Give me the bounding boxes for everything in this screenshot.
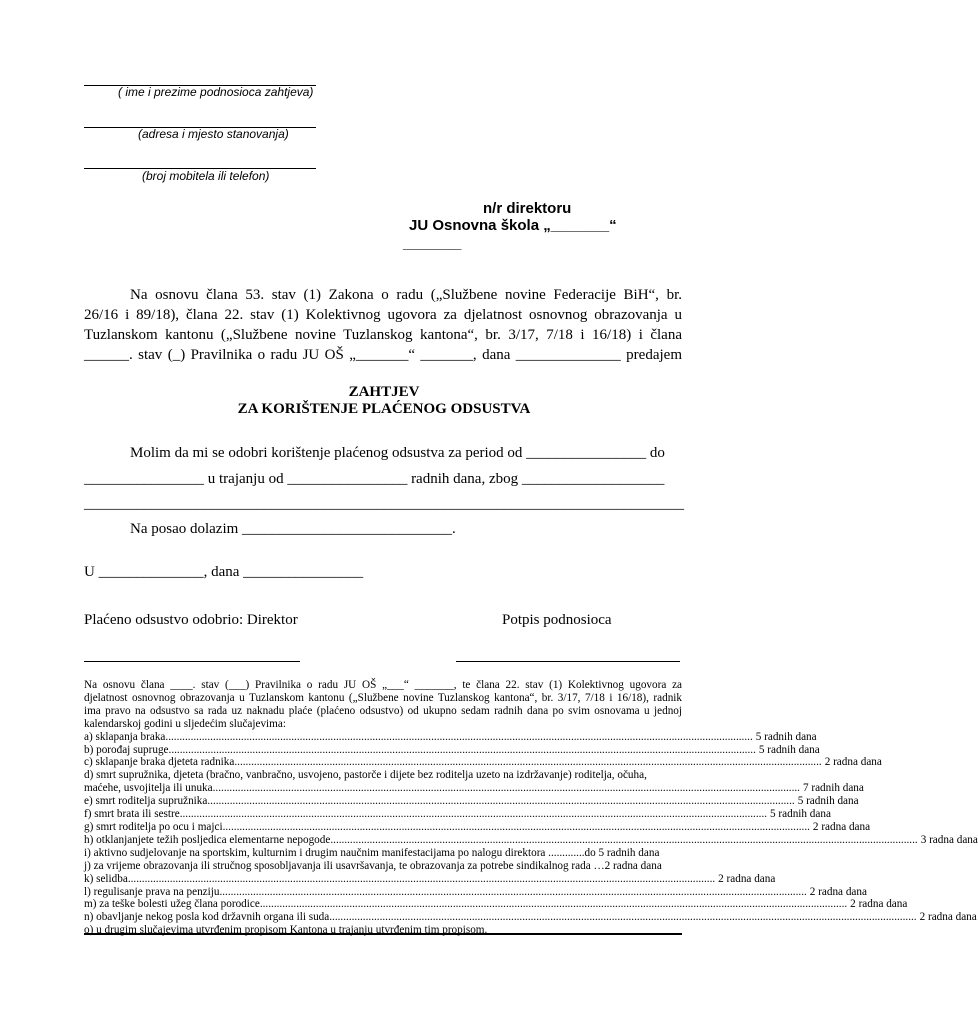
intro-line: ______. stav (_) Pravilnika o radu JU OŠ „_______“ _______, dana ______________ predajem (84, 347, 682, 363)
recipient-line1: n/r direktoru (483, 200, 572, 217)
list-item (84, 782, 864, 795)
item-label: f) smrt brata ili sestre (84, 808, 180, 821)
list-item (84, 898, 908, 911)
list-item (84, 795, 859, 808)
leader-dots: .................................................................................................................................................................................................................. (222, 820, 810, 833)
item-label: n) obavljanje nekog posla kod državnih organa ili suda (84, 911, 330, 924)
item-value: 7 radnih dana (802, 782, 864, 795)
list-item: i) aktivno sudjelovanje na sportskim, kulturnim i drugim naučnim manifestacijama po nalogu direktora .............do 5 radnih dana (84, 846, 660, 859)
leader-dots: .................................................................................................................................................................................................................. (127, 872, 716, 885)
item-label: h) otklanjanjete težih posljedica elementarne nepogode (84, 833, 331, 846)
intro-line: Na osnovu člana 53. stav (1) Zakona o radu („Službene novine Federacije BiH“, br. (130, 287, 682, 303)
leader-dots: .................................................................................................................................................................................................................. (168, 743, 756, 756)
recipient-line3: _______ (403, 235, 462, 252)
list-item (84, 872, 776, 886)
director-approval-label: Plaćeno odsustvo odobrio: Direktor (84, 612, 298, 628)
item-value: 2 radna dana (809, 885, 867, 898)
address-label: (adresa i mjesto stanovanja) (138, 127, 289, 141)
item-label: m) za teške bolesti užeg člana porodice (84, 898, 260, 911)
item-value: 2 radna dana (824, 756, 882, 769)
rules-intro-line: ima pravo na odsustvo sa rada uz naknadu plaće (plaćeno odsustvo) od ukupno sedam radnih dana po svim osnovama u jednoj (84, 704, 682, 717)
list-item (84, 911, 977, 924)
applicant-signature-line (456, 661, 680, 662)
list-item (84, 833, 978, 847)
bottom-divider (84, 933, 682, 935)
item-value: 5 radnih dana (797, 795, 859, 808)
item-label: c) sklapanje braka djeteta radnika (84, 756, 235, 769)
name-label: ( ime i prezime podnosioca zahtjeva) (118, 85, 314, 99)
item-label: maćehe, usvojitelja ili unuka (84, 782, 213, 795)
item-value: 2 radna dana (718, 872, 776, 885)
leader-dots: .................................................................................................................................................................................................................. (212, 782, 800, 795)
leader-dots: .................................................................................................................................................................................................................. (259, 898, 848, 911)
rules-intro-line: djelatnost osnovnog obrazovanja u Tuzlanskom kantonu („Službene novine Tuzlanskog kantona“, br. 3/17, 7/18 i 16/18), radnik (84, 691, 682, 704)
recipient-line2: JU Osnovna škola „_______“ (409, 217, 617, 234)
list-item (84, 885, 867, 899)
item-value: 2 radna dana (812, 820, 871, 833)
list-item (84, 808, 831, 821)
list-item (84, 730, 817, 744)
document-title: ZAHTJEV (348, 384, 420, 400)
list-item: j) za vrijeme obrazovanja ili stručnog sposobljavanja ili usavršavanja, te obrazovanja za potrebe sindikalnog rada …2 radna dana (84, 859, 662, 872)
item-label: g) smrt roditelja po ocu i majci (84, 820, 223, 833)
phone-label: (broj mobitela ili telefon) (142, 169, 270, 183)
leader-dots: .................................................................................................................................................................................................................. (330, 833, 918, 846)
request-line2: ________________ u trajanju od ________________ radnih dana, zbog ___________________ (84, 471, 665, 487)
list-item (84, 756, 882, 769)
item-label: e) smrt roditelja supružnika (84, 795, 208, 808)
leader-dots: .................................................................................................................................................................................................................. (329, 911, 917, 924)
item-label: l) regulisanje prava na penziju (84, 885, 220, 898)
applicant-signature-label: Potpis podnosioca (502, 612, 612, 628)
list-item: o) u drugim slučajevima utvrđenim propisom Kantona u trajanju utvrđenim tim propisom. (84, 924, 488, 937)
rules-intro-line: kalendarskoj godini u sljedećim slučajevima: (84, 717, 286, 730)
item-value: 5 radnih dana (758, 743, 820, 756)
document-subtitle: ZA KORIŠTENJE PLAĆENOG ODSUSTVA (237, 401, 531, 417)
request-line1: Molim da mi se odobri korištenje plaćenog odsustva za period od ________________ do (130, 445, 665, 461)
item-label: a) sklapanja braka (84, 730, 166, 743)
return-date-line: Na posao dolazim ____________________________. (130, 521, 456, 537)
place-date-line: U ______________, dana ________________ (84, 564, 364, 580)
item-label: k) selidba (84, 872, 128, 885)
item-value: 5 radnih dana (770, 808, 831, 821)
rules-intro-line: Na osnovu člana ____. stav (___) Pravilnika o radu JU OŠ „___“ _______, te člana 22. stav (1) Kolektivnog ugovora za (84, 679, 682, 691)
intro-line: 26/16 i 89/18), člana 22. stav (1) Kolektivnog ugovora za djelatnost osnovnog obrazovanja u (84, 307, 682, 323)
item-label: b) porođaj supruge (84, 743, 169, 756)
list-item: d) smrt supružnika, djeteta (bračno, vanbračno, usvojeno, pastorče i dijete bez roditelja uzeto na izdržavanje) roditelja, očuha, (84, 769, 647, 782)
leader-dots: .................................................................................................................................................................................................................. (207, 795, 795, 808)
leader-dots: .................................................................................................................................................................................................................. (234, 756, 822, 769)
item-value: 2 radna dana (850, 898, 908, 911)
intro-line: Tuzlanskom kantonu („Službene novine Tuzlanskog kantona“, br. 3/17, 7/18 i 16/18) i člana (84, 327, 682, 343)
leave-rules (84, 679, 978, 937)
item-value: 5 radnih dana (755, 730, 817, 743)
item-value: 3 radna dana (920, 833, 978, 846)
intro-paragraph (84, 285, 682, 365)
item-value: 2 radna dana (919, 911, 977, 924)
leader-dots: .................................................................................................................................................................................................................. (179, 808, 768, 821)
request-line3: ________________________________________________________________________________ (84, 496, 684, 512)
list-item (84, 743, 820, 757)
leader-dots: .................................................................................................................................................................................................................. (165, 730, 753, 743)
list-item (84, 820, 871, 834)
leader-dots: .................................................................................................................................................................................................................. (219, 885, 807, 898)
director-signature-line (84, 661, 300, 662)
